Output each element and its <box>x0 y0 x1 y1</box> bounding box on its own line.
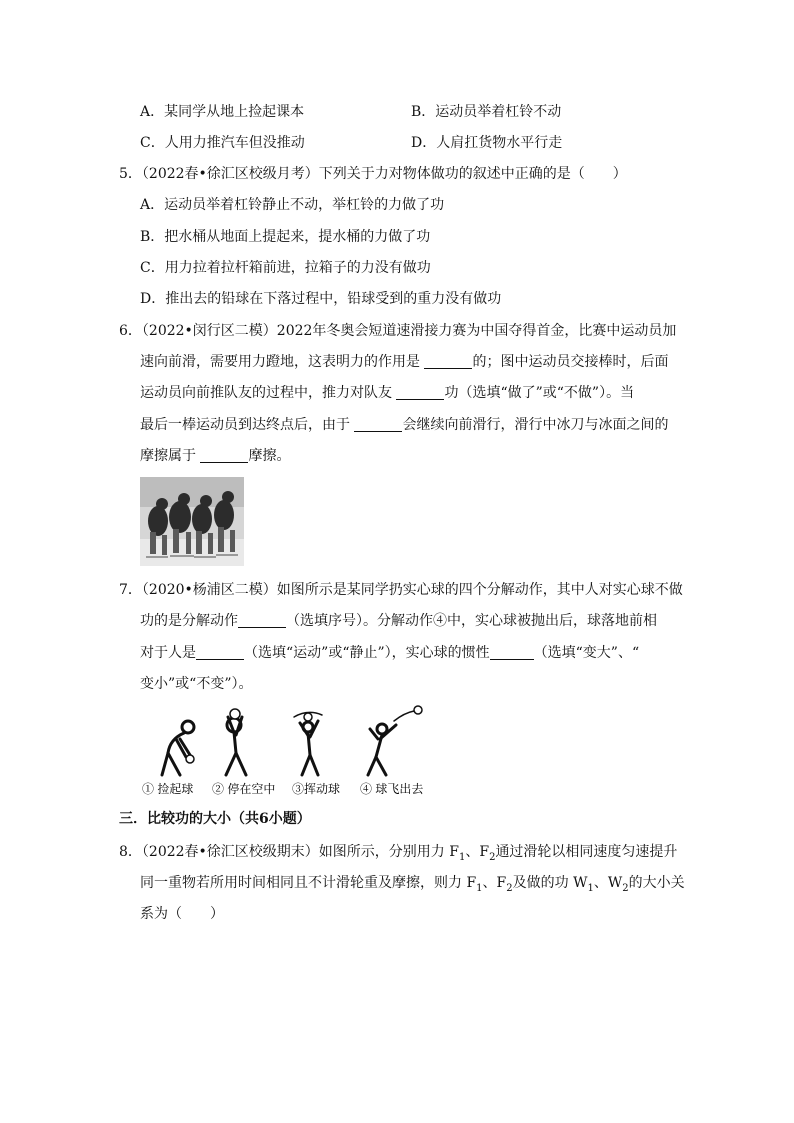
q7-line-4: 变小”或“不变”）。 <box>140 676 253 692</box>
q6-line-4 <box>140 416 668 434</box>
q4-option-d: D．人肩扛货物水平行走 <box>411 135 563 151</box>
q5-option-c: C．用力拉着拉杆箱前进，拉箱子的力没有做功 <box>140 260 431 276</box>
q6-text: 运动员向前推队友的过程中，推力对队友 <box>140 385 397 401</box>
answer-blank[interactable] <box>200 448 248 463</box>
figure-pick-up <box>162 721 194 775</box>
figure-swing-ball <box>294 712 322 775</box>
section-heading: 三．比较功的大小（共6小题） <box>119 811 311 827</box>
q6-text: 速向前滑，需要用力蹬地，这表明力的作用是 <box>140 354 425 370</box>
q6-text: 摩擦属于 <box>140 448 201 464</box>
ball-2 <box>230 709 240 719</box>
answer-blank[interactable] <box>490 645 534 660</box>
q6-text: 最后一棒运动员到达终点后，由于 <box>140 417 355 433</box>
caption-2: ② 停在空中 <box>212 782 276 796</box>
figure-throw-ball <box>368 711 414 775</box>
q8-text: 、F <box>465 844 490 860</box>
q8-line-2 <box>140 874 685 892</box>
q7-line-3 <box>140 644 639 662</box>
q8-text: 8．（2022春•徐汇区校级期末）如图所示，分别用力 F <box>119 844 459 860</box>
ball-3 <box>304 713 312 721</box>
q6-text: 的；图中运动员交接棒时，后面 <box>472 354 669 370</box>
q5-stem: 5．（2022春•徐汇区校级月考）下列关于力对物体做功的叙述中正确的是（ ） <box>119 166 627 182</box>
q8-text: 同一重物若所用时间相同且不计滑轮重及摩擦，则力 F <box>140 875 477 891</box>
q7-text: （选填“运动”或“静止”），实心球的惯性 <box>244 645 490 661</box>
caption-4: ④ 球飞出去 <box>360 782 424 796</box>
q4-option-c: C．人用力推汽车但没推动 <box>140 135 305 151</box>
q7-text: 对于人是 <box>140 645 196 661</box>
q4-option-a: A．某同学从地上捡起课本 <box>140 104 305 120</box>
q6-line-1: 6．（2022•闵行区二模）2022年冬奥会短道速滑接力赛为中国夺得首金，比赛中运动员加 <box>119 323 677 339</box>
q6-text: 摩擦。 <box>248 448 291 464</box>
q8-line-1 <box>119 843 677 861</box>
ball-4 <box>414 706 422 714</box>
subscript: 1 <box>587 882 594 894</box>
answer-blank[interactable] <box>238 613 286 628</box>
answer-blank[interactable] <box>396 385 444 400</box>
subscript: 1 <box>476 882 483 894</box>
q4-option-b: B．运动员举着杠铃不动 <box>411 104 562 120</box>
subscript: 2 <box>506 882 513 894</box>
answer-blank[interactable] <box>354 417 402 432</box>
q6-line-3 <box>140 384 634 402</box>
q8-text: 、F <box>482 875 507 891</box>
subscript: 2 <box>489 851 496 863</box>
q8-text: 及做的功 W <box>512 875 588 891</box>
q7-line-2 <box>140 612 657 630</box>
caption-3: ③挥动球 <box>292 782 341 796</box>
q7-text: （选填“变大”、“ <box>533 645 640 661</box>
q5-option-d: D．推出去的铅球在下落过程中，铅球受到的重力没有做功 <box>140 291 502 307</box>
answer-blank[interactable] <box>424 354 472 369</box>
q6-line-5 <box>140 447 290 465</box>
ball-1 <box>186 755 194 763</box>
q6-text: 功（选填“做了”或“不做”）。当 <box>444 385 635 401</box>
q7-text: 功的是分解动作 <box>140 613 238 629</box>
q8-line-3: 系为（ ） <box>140 906 224 922</box>
q8-text: 通过滑轮以相同速度匀速提升 <box>495 844 678 860</box>
q8-text: 、W <box>593 875 623 891</box>
q6-line-2 <box>140 353 668 371</box>
q5-option-a: A．运动员举着杠铃静止不动，举杠铃的力做了功 <box>140 197 445 213</box>
q5-option-b: B．把水桶从地面上提起来，提水桶的力做了功 <box>140 229 431 245</box>
shot-put-motion-figure <box>140 705 440 800</box>
speed-skaters-photo <box>140 477 244 566</box>
subscript: 1 <box>458 851 466 863</box>
figure-hold-ball <box>226 717 246 775</box>
caption-1: ① 捡起球 <box>142 782 194 796</box>
q8-text: 的大小关 <box>628 875 685 891</box>
subscript: 2 <box>622 882 629 894</box>
q7-text: （选填序号）。分解动作④中，实心球被抛出后，球落地前相 <box>286 613 657 629</box>
q6-text: 会继续向前滑行，滑行中冰刀与冰面之间的 <box>402 417 669 433</box>
q7-line-1: 7．（2020•杨浦区二模）如图所示是某同学扔实心球的四个分解动作，其中人对实心球不做 <box>119 582 683 598</box>
answer-blank[interactable] <box>196 645 244 660</box>
